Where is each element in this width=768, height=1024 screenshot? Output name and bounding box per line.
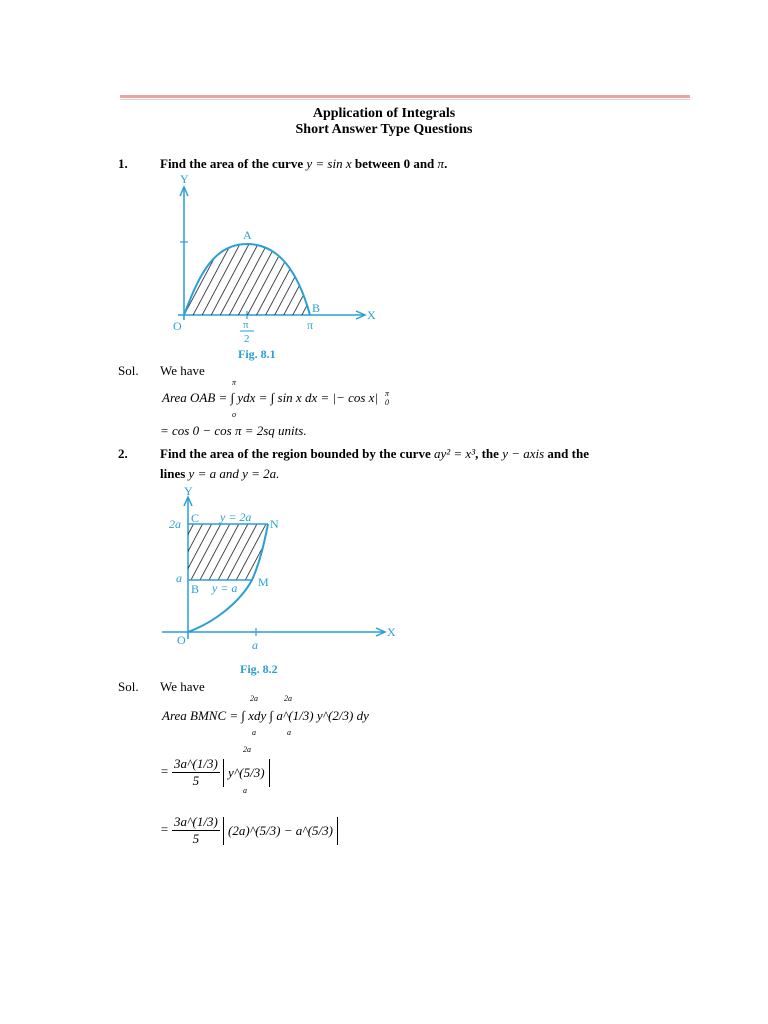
- q1-limit-bot-1: o: [232, 410, 236, 419]
- q2-math-b: y − axis: [502, 446, 545, 461]
- half-pi-denominator: 2: [244, 333, 250, 345]
- q2-line3-bracket: [223, 817, 338, 845]
- question-1-number: 1.: [118, 156, 128, 171]
- q1-text-a: Find the area of the curve: [160, 156, 304, 171]
- point-m-label: M: [258, 575, 269, 589]
- q1-sol-intro: We have: [160, 363, 205, 378]
- q2-math-a: ay² = x³: [433, 446, 476, 461]
- question-2-number: 2.: [118, 446, 128, 461]
- figure-8-2-caption: Fig. 8.2: [240, 662, 278, 676]
- q2-line2-fraction: [172, 756, 220, 789]
- q2-text-d: lines: [160, 466, 186, 481]
- q1-limit-top-1: π: [232, 378, 237, 387]
- q1-eval-top: π: [385, 389, 390, 398]
- q2-solution-line-2: = $\frac{3a\^{}(1/3)}{5}$ y^(5/3): [160, 756, 270, 789]
- q2-lim-bot-1: a: [252, 728, 256, 737]
- top-rule-shadow: [120, 99, 690, 100]
- q2-text-b: , the: [475, 446, 499, 461]
- q1-eval-bot: 0: [385, 398, 389, 407]
- point-n-label: N: [270, 517, 279, 531]
- point-a-label: A: [243, 228, 252, 242]
- label-2a: 2a: [169, 517, 181, 531]
- q2-line2-den: 5: [192, 773, 200, 788]
- q2-line2-num: 3a^(1/3): [174, 756, 218, 771]
- y-label: Y: [180, 172, 189, 186]
- question-1-text: [160, 156, 447, 172]
- point-c-label: C: [191, 511, 200, 525]
- q2-line3-num: 3a^(1/3): [174, 814, 218, 829]
- x-label: X: [387, 625, 396, 639]
- question-2-text-line-2: [160, 466, 279, 482]
- x-label: X: [367, 308, 376, 322]
- q2-text-c: and the: [547, 446, 589, 461]
- y-label: Y: [184, 484, 193, 498]
- q2-sol-intro: We have: [160, 679, 205, 694]
- label-a-x: a: [252, 638, 258, 652]
- question-2-text-line-1: [160, 446, 589, 462]
- figure-8-1-caption: Fig. 8.1: [238, 347, 276, 361]
- figure-8-2: [160, 484, 400, 680]
- q2-line3-fraction: [172, 814, 220, 847]
- page-title: Application of Integrals: [312, 106, 456, 121]
- label-a-axis: a: [176, 571, 182, 585]
- q1-solution-line-2: = cos 0 − cos π = 2sq units.: [160, 423, 307, 438]
- q2-line2-top: 2a: [243, 745, 251, 754]
- top-rule: [120, 95, 690, 98]
- q1-text-c: .: [444, 156, 448, 171]
- q2-sol-label: Sol.: [118, 679, 139, 694]
- q2-line3-body: (2a)^(5/3) − a^(5/3): [228, 822, 333, 838]
- q2-lim-top-1: 2a: [250, 694, 258, 703]
- page-subtitle: Short Answer Type Questions: [295, 122, 473, 137]
- q2-line3-den: 5: [192, 831, 200, 846]
- q1-math-b: π: [437, 156, 445, 171]
- point-b-label: B: [191, 582, 200, 596]
- q2-lim-top-2: 2a: [284, 694, 292, 703]
- q1-math-a: y = sin x: [306, 156, 352, 171]
- q2-line2-bot: a: [243, 786, 247, 795]
- figure-8-1: [160, 172, 390, 362]
- pi-label: π: [307, 318, 314, 332]
- origin-label: O: [177, 633, 186, 647]
- q1-text-b: between 0 and: [354, 156, 435, 171]
- line-bot-label: y = a: [212, 581, 238, 595]
- q2-solution-line-1: Area BMNC = ∫ xdy ∫ a^(1/3) y^(2/3) dy: [162, 708, 369, 723]
- origin-label: O: [173, 319, 182, 333]
- q2-math-c: y = a and y = 2a.: [188, 466, 280, 481]
- point-b-label: B: [312, 301, 321, 315]
- q2-solution-line-3: = $\frac{3a\^{}(1/3)}{5}$ (2a)^(5/3) − a^(5/3): [160, 814, 338, 847]
- line-top-label: y = 2a: [220, 510, 252, 524]
- q1-sol-label: Sol.: [118, 363, 139, 378]
- half-pi-numerator: π: [243, 319, 249, 331]
- q2-text-a: Find the area of the region bounded by the curve: [160, 446, 431, 461]
- q1-solution-line-1: Area OAB = ∫ ydx = ∫ sin x dx = |− cos x|: [162, 390, 379, 405]
- q2-line2-body: y^(5/3): [228, 764, 265, 780]
- q2-line2-bracket: [223, 759, 270, 787]
- q2-lim-bot-2: a: [287, 728, 291, 737]
- shaded-region: [188, 522, 272, 582]
